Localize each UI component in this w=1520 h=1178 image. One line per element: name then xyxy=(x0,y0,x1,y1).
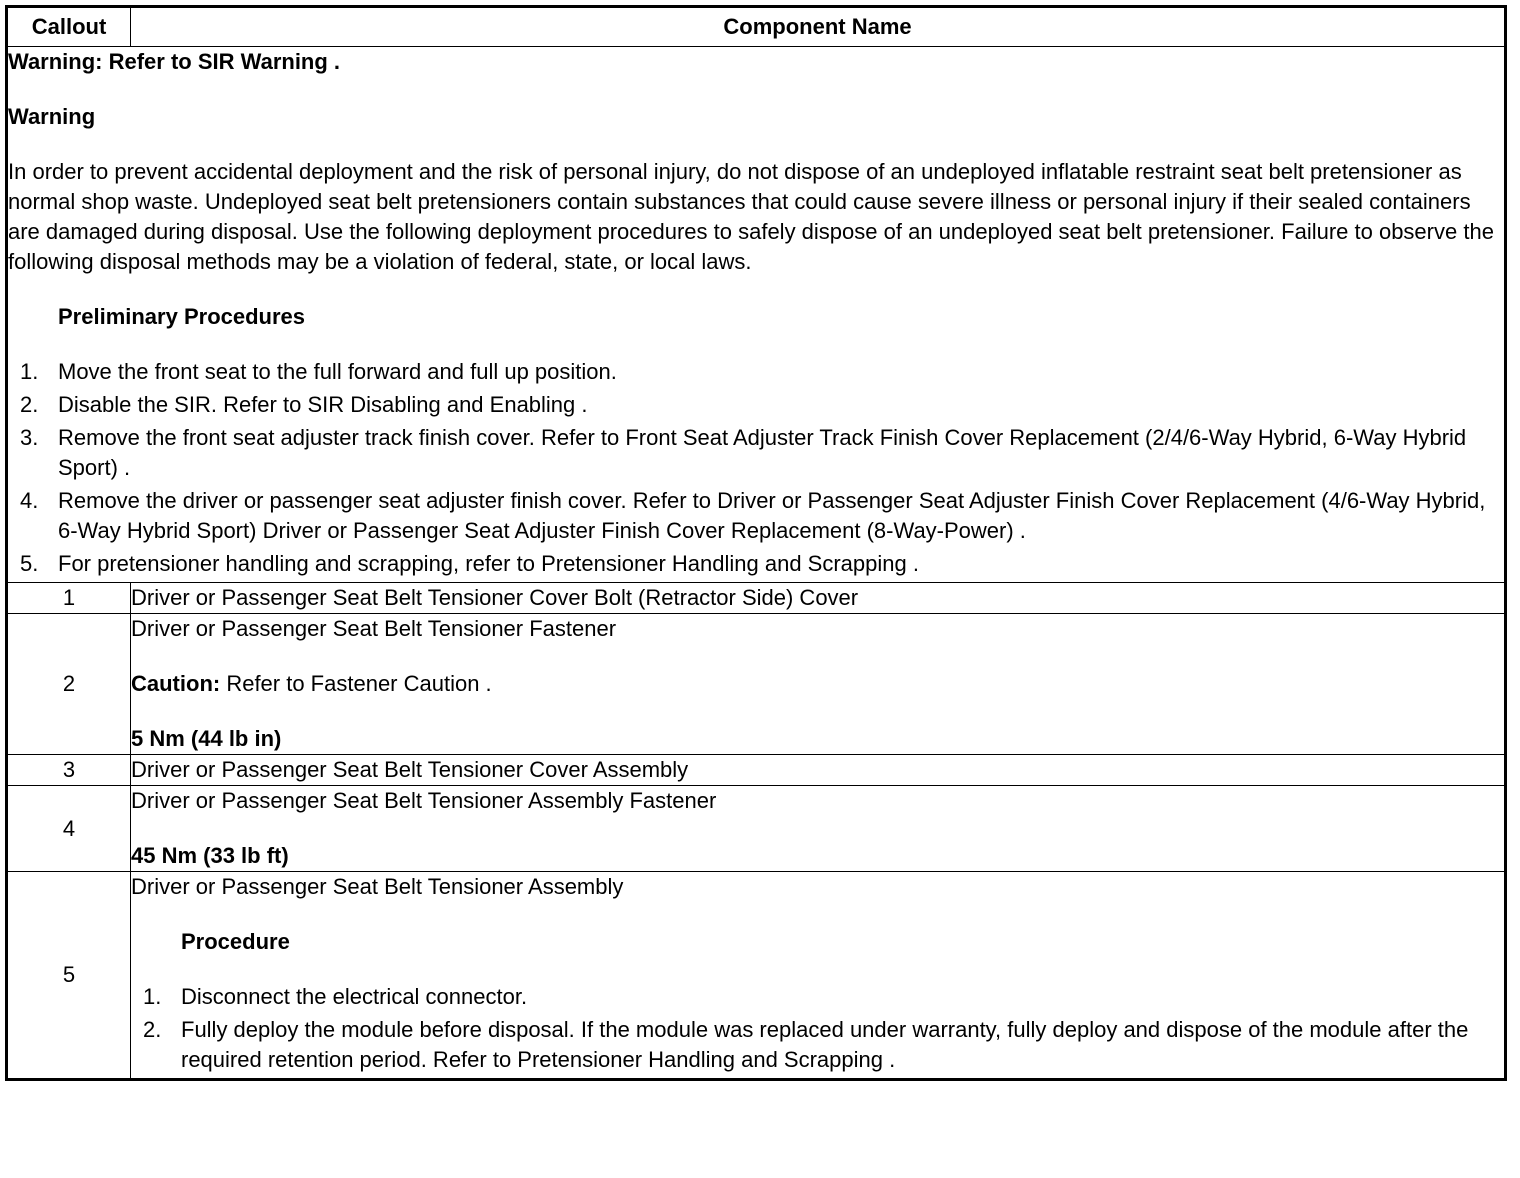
step-text: Remove the driver or passenger seat adjuster finish cover. Refer to Driver or Passenger Seat Adjuster Finish Cover Replacement (4/6-Way Hybrid, 6-Way Hybrid Sport) Driver or Passenger Seat Adjuster Finish Cover Replacement (8-Way-Power) . xyxy=(58,488,1486,543)
callout-number: 3 xyxy=(7,755,131,786)
component-title: Driver or Passenger Seat Belt Tensioner Cover Bolt (Retractor Side) Cover xyxy=(131,585,859,610)
component-name xyxy=(131,614,1506,755)
table-row xyxy=(7,755,1506,786)
list-item xyxy=(8,486,1504,546)
step-number: 2. xyxy=(143,1017,162,1042)
component-name xyxy=(131,755,1506,786)
preliminary-steps-list xyxy=(8,357,1504,579)
component-name xyxy=(131,872,1506,1080)
step-number: 1. xyxy=(143,984,162,1009)
list-item xyxy=(131,1015,1504,1075)
step-text: Remove the front seat adjuster track finish cover. Refer to Front Seat Adjuster Track Finish Cover Replacement (2/4/6-Way Hybrid, 6-Way Hybrid Sport) . xyxy=(58,425,1467,480)
callout-document xyxy=(5,5,1507,1081)
step-number: 1. xyxy=(20,359,39,384)
list-item xyxy=(8,390,1504,420)
header-row xyxy=(7,7,1506,47)
table-row xyxy=(7,614,1506,755)
procedure-heading: Procedure xyxy=(181,929,290,954)
caution-text: Refer to Fastener Caution . xyxy=(220,671,492,696)
step-number: 5. xyxy=(20,551,39,576)
warning-cell xyxy=(7,47,1506,583)
list-item xyxy=(8,423,1504,483)
warning-text: In order to prevent accidental deployment and the risk of personal injury, do not dispose of an undeployed inflatable restraint seat belt pretensioner as normal shop waste. Undeployed seat belt pretensioners contain substances that could cause severe illness or personal injury if their sealed containers are damaged during disposal. Use the following deployment procedures to safely dispose of an undeployed seat belt pretensioner. Failure to observe the following disposal methods may be a violation of federal, state, or local laws. xyxy=(8,159,1494,274)
list-item xyxy=(8,549,1504,579)
procedure-steps-list xyxy=(131,982,1504,1075)
step-number: 2. xyxy=(20,392,39,417)
component-title: Driver or Passenger Seat Belt Tensioner Assembly Fastener xyxy=(131,788,717,813)
warning-row xyxy=(7,47,1506,583)
table-row xyxy=(7,872,1506,1080)
callout-number: 2 xyxy=(7,614,131,755)
table-row xyxy=(7,786,1506,872)
callout-number: 1 xyxy=(7,583,131,614)
step-text: For pretensioner handling and scrapping, refer to Pretensioner Handling and Scrapping . xyxy=(58,551,919,576)
step-text: Move the front seat to the full forward and full up position. xyxy=(58,359,617,384)
preliminary-procedures-heading: Preliminary Procedures xyxy=(58,304,306,329)
torque-spec: 45 Nm (33 lb ft) xyxy=(131,843,289,868)
component-title: Driver or Passenger Seat Belt Tensioner Fastener xyxy=(131,616,617,641)
callout-number: 5 xyxy=(7,872,131,1080)
component-title: Driver or Passenger Seat Belt Tensioner Assembly xyxy=(131,874,624,899)
step-text: Disconnect the electrical connector. xyxy=(181,984,528,1009)
component-name xyxy=(131,786,1506,872)
component-title: Driver or Passenger Seat Belt Tensioner Cover Assembly xyxy=(131,757,689,782)
callout-number: 4 xyxy=(7,786,131,872)
step-text: Fully deploy the module before disposal. If the module was replaced under warranty, fully deploy and dispose of the module after the required retention period. Refer to Pretensioner Handling and Scrapping . xyxy=(181,1017,1469,1072)
warning-heading: Warning xyxy=(8,104,96,129)
callout-column-header: Callout xyxy=(7,7,131,47)
component-name-column-header: Component Name xyxy=(131,7,1506,47)
step-number: 3. xyxy=(20,425,39,450)
step-number: 4. xyxy=(20,488,39,513)
table-row xyxy=(7,583,1506,614)
step-text: Disable the SIR. Refer to SIR Disabling and Enabling . xyxy=(58,392,588,417)
sir-warning-reference: Warning: Refer to SIR Warning . xyxy=(8,49,341,74)
list-item xyxy=(8,357,1504,387)
list-item xyxy=(131,982,1504,1012)
torque-spec: 5 Nm (44 lb in) xyxy=(131,726,282,751)
callout-table xyxy=(5,5,1507,1081)
caution-line xyxy=(131,669,1504,699)
component-name xyxy=(131,583,1506,614)
caution-label: Caution: xyxy=(131,671,221,696)
